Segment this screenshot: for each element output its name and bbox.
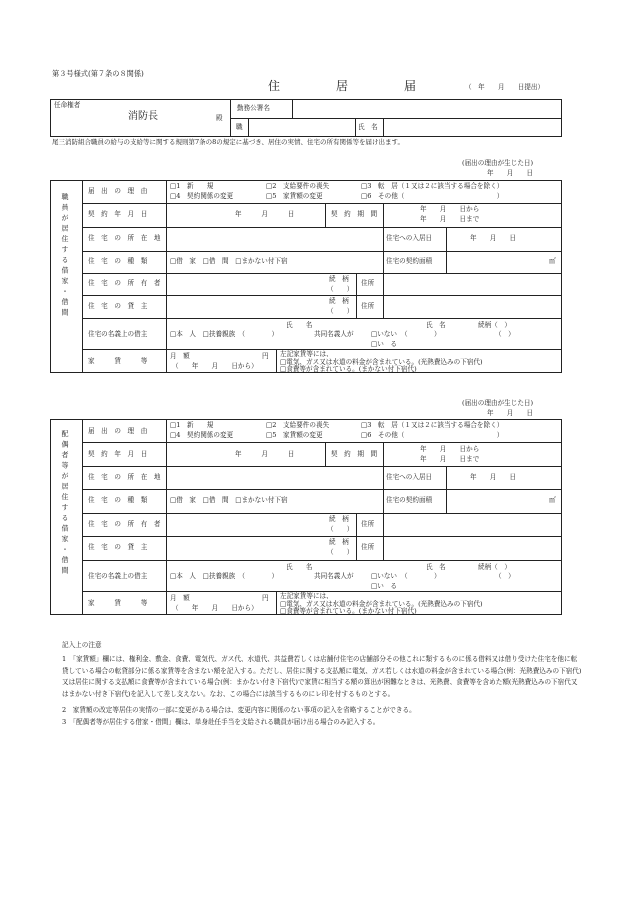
type-label: 住 宅 の 種 類	[88, 257, 148, 265]
appointer-value: 消防長	[128, 111, 158, 122]
post-label: 職	[236, 123, 243, 131]
move-in-value[interactable]: 年 月 日	[470, 473, 517, 481]
co-relation-2[interactable]: （ ）	[495, 572, 515, 580]
intro-text: 尾三消防組合職員の給与の支給等に関する規則第7条の8の規定に基づき、居住の実情、住宅の所有関係等を届け出ます。	[52, 138, 404, 146]
co-name-head: 氏 名	[426, 321, 446, 329]
lessee-name-head: 氏 名	[286, 563, 313, 571]
rent-monthly-label: 月 額	[170, 352, 190, 360]
section-tenant-employee	[50, 180, 562, 373]
reason-move[interactable]: □3 転 居（１又は２に該当する場合を除く）	[361, 182, 504, 190]
rent-check-meals[interactable]: □食費等が含まれている。(まかない付下宿代)	[280, 365, 417, 373]
form-number: 第３号様式(第７条の８関係)	[52, 69, 144, 78]
contract-date-value[interactable]: 年 月 日	[235, 210, 295, 218]
period-to[interactable]: 年 月 日まで	[420, 455, 480, 463]
reason-rent-change[interactable]: □5 家賃額の変更	[266, 431, 323, 439]
contract-date-label: 契 約 年 月 日	[88, 210, 148, 218]
co-paren[interactable]: （ ）	[401, 572, 441, 580]
move-in-label: 住宅への入居日	[386, 234, 433, 242]
reason-contract-change[interactable]: □4 契約関係の変更	[170, 192, 234, 200]
lessee-name-head: 氏 名	[286, 321, 313, 329]
reason-other[interactable]: □6 その他（ ）	[361, 192, 504, 200]
period-to[interactable]: 年 月 日まで	[420, 215, 480, 223]
owner-relation-label: 続 柄	[329, 275, 349, 283]
reason-date-value[interactable]: 年 月 日	[487, 169, 534, 177]
rent-label: 家 賃 等	[88, 599, 148, 607]
contract-date-value[interactable]: 年 月 日	[235, 450, 295, 458]
address-label: 住 宅 の 所 在 地	[88, 234, 161, 242]
lender-label: 住 宅 の 貸 主	[88, 302, 148, 310]
rent-label: 家 賃 等	[88, 357, 148, 365]
co-exists[interactable]: □い る	[371, 582, 398, 590]
co-relation-2[interactable]: （ ）	[495, 330, 515, 338]
co-exists[interactable]: □い る	[371, 340, 398, 348]
lender-relation-paren[interactable]: （ ）	[327, 307, 354, 315]
co-none[interactable]: □いない	[371, 330, 398, 338]
type-options[interactable]: □借 家 □借 間 □まかない付下宿	[170, 496, 288, 504]
appointer-label: 任命権者	[54, 101, 81, 109]
reason-loss[interactable]: □2 支給要件の喪失	[266, 182, 330, 190]
reason-new[interactable]: □1 新 規	[170, 182, 214, 190]
lessee-options[interactable]: □本 人 □扶養親族 （ ）	[170, 572, 279, 580]
reason-loss[interactable]: □2 支給要件の喪失	[266, 421, 330, 429]
contract-period-label: 契 約 期 間	[331, 450, 378, 458]
co-paren[interactable]: （ ）	[401, 330, 441, 338]
rent-from[interactable]: （ 年 月 日から）	[172, 362, 258, 370]
reason-contract-change[interactable]: □4 契約関係の変更	[170, 431, 234, 439]
note-1: 1 「家賃額」欄には、権利金、敷金、食費、電気代、ガス代、水道代、共益費若しくは店舗付住宅の店舗部分その他これに類するものに係る借料又は借り受けた住宅を他に転貸している場合の転貸部分に係る家賃等を含まない額を記入する。ただし、居住に関する支払額に電気、ガス若しくは水道の料金が含まれている場合(例：光熱費込みの下宿代)又は居住に関する支払額に食費等が含まれている場合(例：まかない付き下宿代)で家賃に相当する額の算出が困難なときは、光熱費、食費等を含めた額(光熱費込みの下宿代又はまかない付き下宿代)を記入して差し支えない。なお、この場合には該当するものにレ印を付するものとする。	[62, 655, 582, 698]
owner-relation-paren[interactable]: （ ）	[327, 285, 354, 293]
owner-label: 住 宅 の 所 有 者	[88, 520, 161, 528]
lender-address-label: 住所	[361, 543, 375, 551]
owner-address-label: 住所	[361, 279, 375, 287]
move-in-label: 住宅への入居日	[386, 473, 433, 481]
owner-relation-label: 続 柄	[329, 515, 349, 523]
lender-label: 住 宅 の 貸 主	[88, 543, 148, 551]
address-label: 住 宅 の 所 在 地	[88, 473, 161, 481]
office-label: 勤務公署名	[237, 104, 270, 112]
co-name-head: 氏 名	[426, 563, 446, 571]
submission-date: （ 年 月 日提出）	[465, 83, 545, 91]
co-relation[interactable]: 続柄（ ）	[478, 563, 511, 571]
page-title: 住 居 届	[268, 79, 439, 93]
contract-date-label: 契 約 年 月 日	[88, 450, 148, 458]
co-none[interactable]: □いない	[371, 572, 398, 580]
area-unit: ㎡	[549, 496, 556, 504]
name-label: 氏 名	[358, 123, 378, 131]
lender-address-label: 住所	[361, 302, 375, 310]
section-tenant-spouse	[50, 419, 562, 615]
reason-date-label: (届出の理由が生じた日)	[462, 159, 534, 167]
note-2: 2 家賃額の改定等居住の実情の一部に変更がある場合は、変更内容に関係のない事項の記入を省略することができる。	[62, 706, 416, 714]
lessee-label: 住宅の名義上の借主	[88, 572, 148, 580]
reason-label: 届 出 の 理 由	[88, 427, 148, 435]
rent-check-utilities[interactable]: □電気、ガス又は水道の料金が含まれている。(光熱費込みの下宿代)	[280, 358, 483, 366]
reason-date-label: (届出の理由が生じた日)	[462, 399, 534, 407]
move-in-value[interactable]: 年 月 日	[470, 234, 517, 242]
owner-relation-paren[interactable]: （ ）	[327, 525, 354, 533]
rent-note: 左記家賃等には、	[280, 350, 333, 358]
area-label: 住宅の契約面積	[386, 496, 433, 504]
co-lessee-label: 共同名義人が	[314, 572, 354, 580]
notes-heading: 記入上の注意	[62, 641, 102, 649]
rent-yen: 円	[262, 594, 269, 602]
co-relation[interactable]: 続柄（ ）	[478, 321, 511, 329]
owner-address-label: 住所	[361, 520, 375, 528]
lender-relation-label: 続 柄	[329, 297, 349, 305]
reason-other[interactable]: □6 その他（ ）	[361, 431, 504, 439]
reason-rent-change[interactable]: □5 家賃額の変更	[266, 192, 323, 200]
rent-from[interactable]: （ 年 月 日から）	[172, 604, 258, 612]
period-from[interactable]: 年 月 日から	[420, 445, 480, 453]
type-options[interactable]: □借 家 □借 間 □まかない付下宿	[170, 257, 288, 265]
type-label: 住 宅 の 種 類	[88, 496, 148, 504]
lender-relation-label: 続 柄	[329, 538, 349, 546]
contract-period-label: 契 約 期 間	[331, 210, 378, 218]
rent-check-utilities[interactable]: □電気、ガス又は水道の料金が含まれている。(光熱費込みの下宿代)	[280, 600, 483, 608]
rent-note: 左記家賃等には、	[280, 592, 333, 600]
reason-new[interactable]: □1 新 規	[170, 421, 214, 429]
lessee-label: 住宅の名義上の借主	[88, 330, 148, 338]
honorific: 殿	[216, 114, 223, 122]
area-unit: ㎡	[549, 257, 556, 265]
reason-label: 届 出 の 理 由	[88, 187, 148, 195]
area-label: 住宅の契約面積	[386, 257, 433, 265]
lessee-options[interactable]: □本 人 □扶養親族 （ ）	[170, 330, 279, 338]
rent-yen: 円	[262, 352, 269, 360]
period-from[interactable]: 年 月 日から	[420, 205, 480, 213]
section-side-label: 職員が居住する借家・借間	[61, 193, 69, 319]
section-side-label: 配偶者等が居住する借家・借間	[61, 430, 69, 577]
rent-check-meals[interactable]: □食費等が含まれている。(まかない付下宿代)	[280, 607, 417, 615]
co-lessee-label: 共同名義人が	[314, 330, 354, 338]
reason-date-value[interactable]: 年 月 日	[487, 409, 534, 417]
lender-relation-paren[interactable]: （ ）	[327, 548, 354, 556]
reason-move[interactable]: □3 転 居（１又は２に該当する場合を除く）	[361, 421, 504, 429]
rent-monthly-label: 月 額	[170, 594, 190, 602]
note-3: 3 「配偶者等が居住する借家・借間」欄は、単身赴任手当を支給される職員が届け出る場合のみ記入する。	[62, 718, 380, 726]
owner-label: 住 宅 の 所 有 者	[88, 279, 161, 287]
